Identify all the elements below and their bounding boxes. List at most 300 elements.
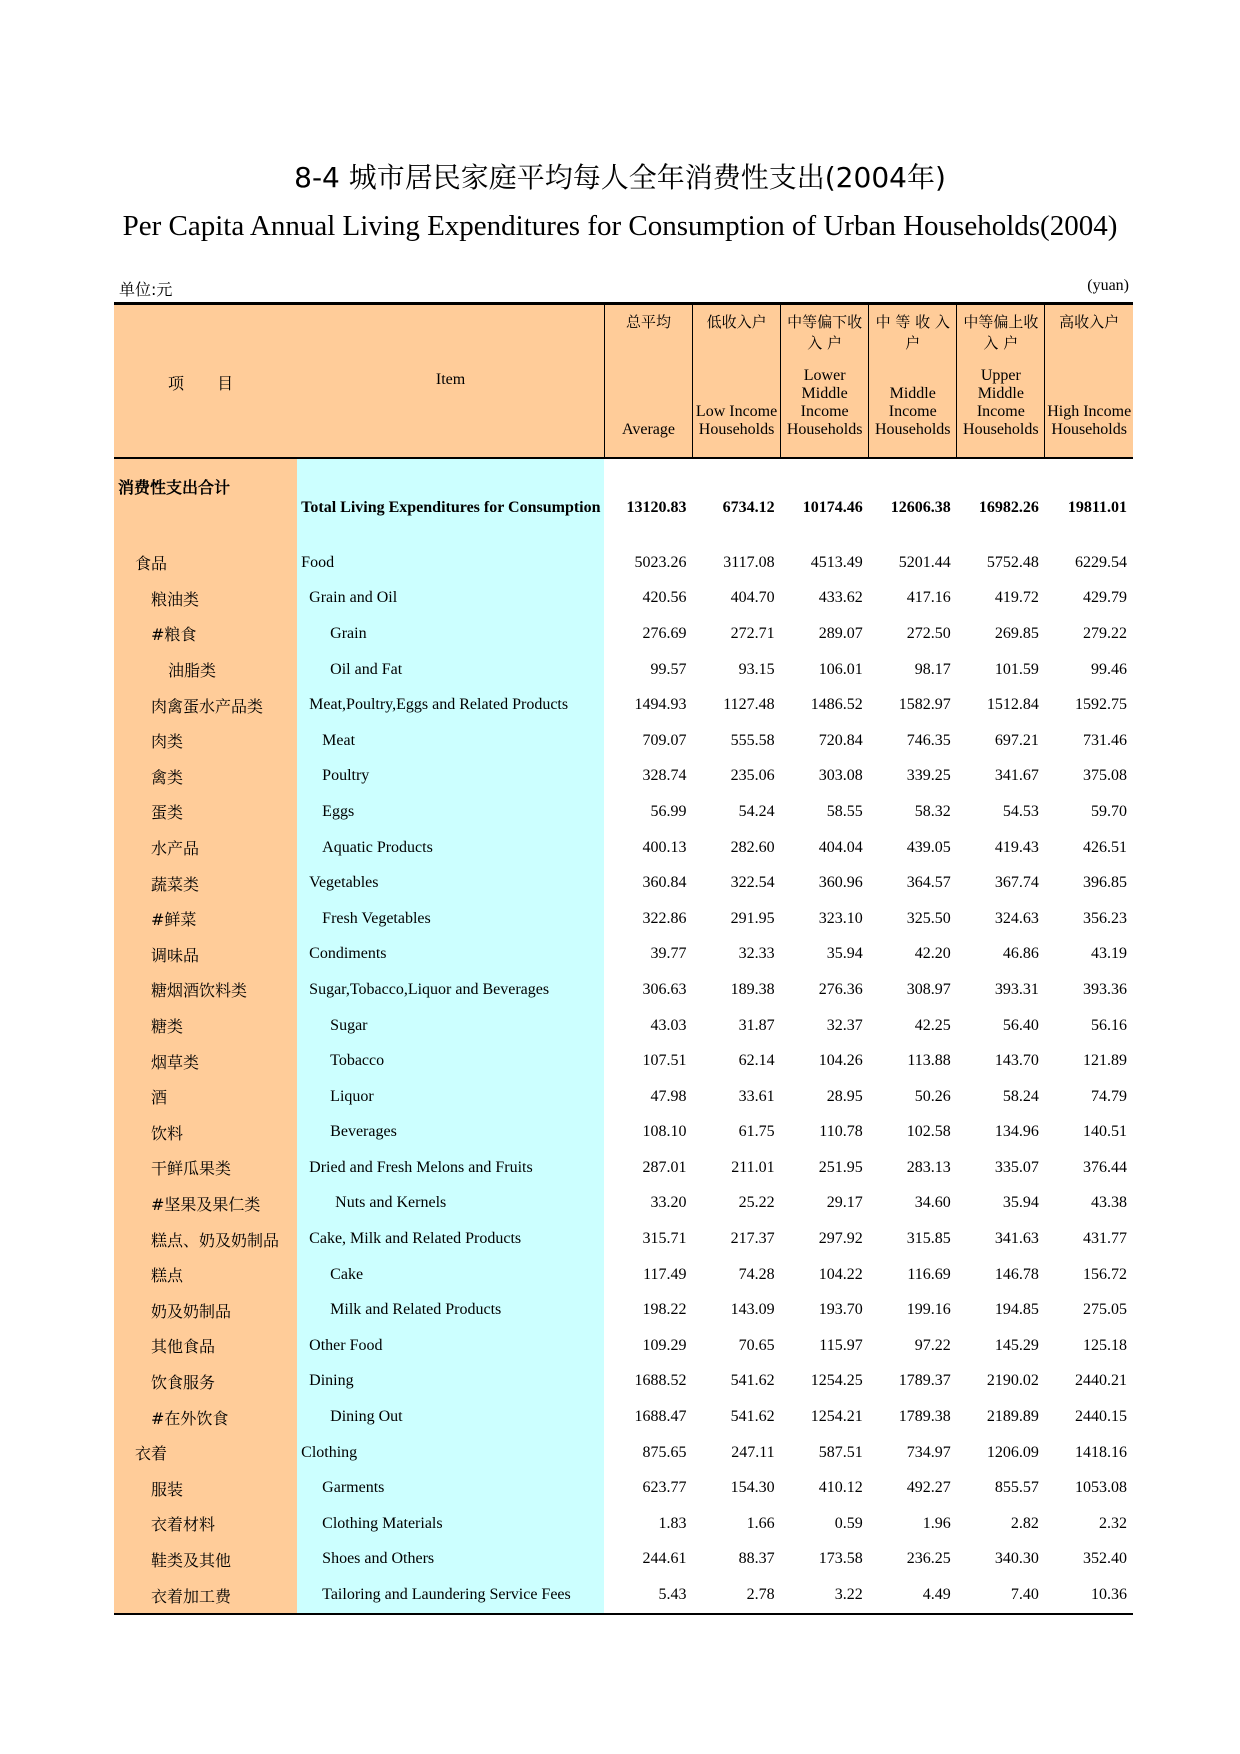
- row-label-en: Grain and Oil: [297, 581, 604, 617]
- cell-value: 3.22: [781, 1577, 869, 1614]
- cell-value: 98.17: [914, 660, 951, 678]
- table-row: [114, 545, 1133, 581]
- header-col-cn: 总平均: [626, 313, 672, 331]
- row-label-cn: #鲜菜: [114, 901, 297, 937]
- cell-value: 541.62: [730, 1408, 775, 1426]
- cell-value: 46.86: [1002, 945, 1039, 963]
- header-col-upper-middle: [957, 304, 1045, 459]
- cell-value: 272.71: [730, 624, 775, 642]
- cell-value: 1789.37: [898, 1372, 951, 1390]
- cell-value: 156.72: [1083, 1265, 1127, 1283]
- cell-value: 289.07: [818, 624, 863, 642]
- row-label-en: Cake, Milk and Related Products: [297, 1221, 604, 1257]
- cell-value: 193.70: [818, 1301, 863, 1319]
- cell-value: 211.01: [731, 1158, 775, 1176]
- row-label-cn: 其他食品: [114, 1328, 297, 1364]
- table-row: [114, 1186, 1133, 1222]
- row-label-cn: 鞋类及其他: [114, 1542, 297, 1578]
- cell-value: 303.08: [818, 767, 863, 785]
- row-label-en: Clothing Materials: [297, 1506, 604, 1542]
- cell-value: 247.11: [731, 1443, 775, 1461]
- row-label-cn: 消费性支出合计: [114, 458, 297, 545]
- table-row: [114, 1577, 1133, 1614]
- cell-value: 25.22: [738, 1194, 775, 1212]
- cell-value: 29.17: [826, 1194, 863, 1212]
- cell-value: 410.12: [818, 1479, 863, 1497]
- row-label-en: Sugar: [297, 1008, 604, 1044]
- row-label-cn: 蔬菜类: [114, 865, 297, 901]
- cell-value: 104.22: [818, 1265, 863, 1283]
- cell-value: 198.22: [642, 1301, 687, 1319]
- cell-value: 74.28: [738, 1265, 775, 1283]
- cell-value: 58.32: [914, 802, 951, 820]
- cell-value: 364.57: [906, 874, 951, 892]
- row-label-cn: 油脂类: [114, 652, 297, 688]
- row-label-en: Tobacco: [297, 1043, 604, 1079]
- table-row: [114, 1043, 1133, 1079]
- cell-value: 6734.12: [722, 499, 775, 516]
- cell-value: 276.69: [642, 624, 687, 642]
- cell-value: 5752.48: [986, 553, 1039, 571]
- cell-value: 199.16: [906, 1301, 951, 1319]
- row-label-cn: 糖类: [114, 1008, 297, 1044]
- cell-value: 426.51: [1083, 838, 1127, 856]
- table-row: [114, 581, 1133, 617]
- cell-value: 328.74: [642, 767, 687, 785]
- cell-value: 709.07: [642, 731, 687, 749]
- cell-value: 173.58: [818, 1550, 863, 1568]
- row-label-en: Liquor: [297, 1079, 604, 1115]
- row-label-en: Meat,Poultry,Eggs and Related Products: [297, 687, 604, 723]
- table-row: [114, 1257, 1133, 1293]
- cell-value: 356.23: [1083, 909, 1127, 927]
- cell-value: 6229.54: [1075, 553, 1127, 571]
- cell-value: 433.62: [818, 589, 863, 607]
- table-row: [114, 1399, 1133, 1435]
- cell-value: 367.74: [994, 874, 1039, 892]
- cell-value: 93.15: [738, 660, 775, 678]
- row-label-en: Clothing: [297, 1435, 604, 1471]
- cell-value: 13120.83: [626, 499, 687, 516]
- cell-value: 1206.09: [986, 1443, 1039, 1461]
- cell-value: 50.26: [914, 1087, 951, 1105]
- table-row: [114, 1150, 1133, 1186]
- table-row: [114, 972, 1133, 1008]
- cell-value: 54.24: [738, 802, 775, 820]
- cell-value: 2440.21: [1075, 1372, 1127, 1390]
- cell-value: 10174.46: [802, 499, 863, 516]
- cell-value: 56.99: [650, 802, 687, 820]
- header-col-average: [604, 304, 692, 459]
- page-title-en: Per Capita Annual Living Expenditures for Consumption of Urban Households(2004): [122, 210, 1118, 242]
- row-label-cn: 水产品: [114, 830, 297, 866]
- row-label-cn: #在外饮食: [114, 1399, 297, 1435]
- cell-value: 42.25: [914, 1016, 951, 1034]
- cell-value: 315.85: [906, 1230, 951, 1248]
- cell-value: 7.40: [957, 1577, 1045, 1614]
- row-label-en: Eggs: [297, 794, 604, 830]
- cell-value: 99.57: [650, 660, 687, 678]
- cell-value: 251.95: [818, 1158, 863, 1176]
- header-col-low: [693, 304, 781, 459]
- header-col-en: Upper Middle Income Households: [963, 367, 1039, 438]
- cell-value: 352.40: [1083, 1550, 1127, 1568]
- cell-value: 31.87: [738, 1016, 775, 1034]
- row-label-cn: 干鲜瓜果类: [114, 1150, 297, 1186]
- unit-label-en: (yuan): [1087, 277, 1129, 294]
- cell-value: 276.36: [818, 980, 863, 998]
- row-label-en: Condiments: [297, 937, 604, 973]
- cell-value: 56.40: [1002, 1016, 1039, 1034]
- row-label-en: Meat: [297, 723, 604, 759]
- table-row: [114, 652, 1133, 688]
- cell-value: 375.08: [1083, 767, 1127, 785]
- row-label-cn: 饮料: [114, 1115, 297, 1151]
- row-label-en: Vegetables: [297, 865, 604, 901]
- cell-value: 400.13: [642, 838, 687, 856]
- cell-value: 376.44: [1083, 1158, 1127, 1176]
- row-label-cn: 饮食服务: [114, 1364, 297, 1400]
- table-row: [114, 1506, 1133, 1542]
- row-label-en: Dining Out: [297, 1399, 604, 1435]
- row-label-cn: 肉禽蛋水产品类: [114, 687, 297, 723]
- cell-value: 323.10: [818, 909, 863, 927]
- cell-value: 34.60: [914, 1194, 951, 1212]
- cell-value: 189.38: [730, 980, 775, 998]
- cell-value: 47.98: [650, 1087, 687, 1105]
- table-row: [114, 723, 1133, 759]
- cell-value: 113.88: [907, 1052, 951, 1070]
- cell-value: 720.84: [818, 731, 863, 749]
- cell-value: 417.16: [906, 589, 951, 607]
- row-label-cn: 粮油类: [114, 581, 297, 617]
- row-label-en: Poultry: [297, 759, 604, 795]
- table-row: [114, 937, 1133, 973]
- table-row: [114, 1115, 1133, 1151]
- cell-value: 269.85: [994, 624, 1039, 642]
- table-row: [114, 830, 1133, 866]
- header-item-en: [297, 304, 604, 459]
- cell-value: 146.78: [994, 1265, 1039, 1283]
- cell-value: 431.77: [1083, 1230, 1127, 1248]
- cell-value: 623.77: [642, 1479, 687, 1497]
- cell-value: 108.10: [642, 1123, 687, 1141]
- cell-value: 145.29: [994, 1336, 1039, 1354]
- cell-value: 855.57: [994, 1479, 1039, 1497]
- cell-value: 235.06: [730, 767, 775, 785]
- cell-value: 341.67: [994, 767, 1039, 785]
- cell-value: 102.58: [906, 1123, 951, 1141]
- cell-value: 109.29: [642, 1336, 687, 1354]
- cell-value: 58.24: [1002, 1087, 1039, 1105]
- table-body: [114, 458, 1133, 1614]
- page-title-cn: 8-4 城市居民家庭平均每人全年消费性支出(2004年): [294, 161, 946, 194]
- cell-value: 116.69: [907, 1265, 951, 1283]
- cell-value: 244.61: [642, 1550, 687, 1568]
- cell-value: 107.51: [642, 1052, 687, 1070]
- cell-value: 1688.52: [634, 1372, 687, 1390]
- cell-value: 272.50: [906, 624, 951, 642]
- cell-value: 62.14: [738, 1052, 775, 1070]
- row-label-en: Shoes and Others: [297, 1542, 604, 1578]
- cell-value: 117.49: [643, 1265, 687, 1283]
- row-label-cn: 糕点、奶及奶制品: [114, 1221, 297, 1257]
- cell-value: 1418.16: [1075, 1443, 1127, 1461]
- cell-value: 315.71: [642, 1230, 687, 1248]
- cell-value: 1512.84: [986, 696, 1039, 714]
- table-row: [114, 1364, 1133, 1400]
- cell-value: 5023.26: [634, 553, 687, 571]
- cell-value: 1053.08: [1075, 1479, 1127, 1497]
- table-row: [114, 1328, 1133, 1364]
- row-label-cn: 衣着加工费: [114, 1577, 297, 1614]
- cell-value: 404.70: [730, 589, 775, 607]
- cell-value: 420.56: [642, 589, 687, 607]
- cell-value: 875.65: [642, 1443, 687, 1461]
- cell-value: 429.79: [1083, 589, 1127, 607]
- row-label-cn: 禽类: [114, 759, 297, 795]
- cell-value: 5201.44: [898, 553, 951, 571]
- row-label-cn: #坚果及果仁类: [114, 1186, 297, 1222]
- row-label-cn: 蛋类: [114, 794, 297, 830]
- table-row: [114, 1435, 1133, 1471]
- cell-value: 42.20: [914, 945, 951, 963]
- cell-value: 54.53: [1002, 802, 1039, 820]
- cell-value: 59.70: [1091, 802, 1127, 820]
- cell-value: 2.82: [1010, 1514, 1039, 1532]
- expenditure-table: [114, 302, 1133, 1615]
- row-label-cn: 衣着: [114, 1435, 297, 1471]
- cell-value: 404.04: [818, 838, 863, 856]
- cell-value: 1254.25: [810, 1372, 863, 1390]
- cell-value: 587.51: [818, 1443, 863, 1461]
- cell-value: 734.97: [906, 1443, 951, 1461]
- cell-value: 194.85: [994, 1301, 1039, 1319]
- row-label-en: Dried and Fresh Melons and Fruits: [297, 1150, 604, 1186]
- table-row: [114, 865, 1133, 901]
- cell-value: 2.78: [693, 1577, 781, 1614]
- cell-value: 393.36: [1083, 980, 1127, 998]
- cell-value: 28.95: [826, 1087, 863, 1105]
- row-label-cn: 糕点: [114, 1257, 297, 1293]
- row-label-cn: 衣着材料: [114, 1506, 297, 1542]
- cell-value: 32.33: [738, 945, 775, 963]
- row-label-en: Aquatic Products: [297, 830, 604, 866]
- cell-value: 99.46: [1091, 660, 1127, 678]
- cell-value: 134.96: [994, 1123, 1039, 1141]
- cell-value: 360.84: [642, 874, 687, 892]
- header-item-cn-label: 项 目: [168, 374, 234, 393]
- cell-value: 33.20: [650, 1194, 687, 1212]
- table-row: [114, 901, 1133, 937]
- cell-value: 121.89: [1083, 1052, 1127, 1070]
- row-label-cn: 奶及奶制品: [114, 1292, 297, 1328]
- cell-value: 125.18: [1083, 1336, 1127, 1354]
- cell-value: 1127.48: [723, 696, 775, 714]
- row-label-en: Milk and Related Products: [297, 1292, 604, 1328]
- cell-value: 746.35: [906, 731, 951, 749]
- row-label-cn: 糖烟酒饮料类: [114, 972, 297, 1008]
- cell-value: 217.37: [730, 1230, 775, 1248]
- cell-value: 325.50: [906, 909, 951, 927]
- cell-value: 275.05: [1083, 1301, 1127, 1319]
- cell-value: 43.19: [1091, 945, 1127, 963]
- cell-value: 340.30: [994, 1550, 1039, 1568]
- table-row: [114, 616, 1133, 652]
- cell-value: 1688.47: [634, 1408, 687, 1426]
- row-label-cn: 酒: [114, 1079, 297, 1115]
- header-col-cn: 中 等 收 入 户: [875, 313, 950, 352]
- cell-value: 2.32: [1099, 1514, 1127, 1532]
- cell-value: 697.21: [994, 731, 1039, 749]
- row-label-cn: 调味品: [114, 937, 297, 973]
- row-label-en: Other Food: [297, 1328, 604, 1364]
- cell-value: 0.59: [834, 1514, 863, 1532]
- cell-value: 306.63: [642, 980, 687, 998]
- unit-label-cn: 单位:元: [119, 280, 173, 299]
- table-row: [114, 458, 1133, 545]
- cell-value: 555.58: [730, 731, 775, 749]
- header-col-en: Lower Middle Income Households: [786, 367, 863, 438]
- cell-value: 1494.93: [634, 696, 687, 714]
- cell-value: 4.49: [869, 1577, 957, 1614]
- header-col-cn: 中等偏下收 入 户: [787, 313, 863, 352]
- table-row: [114, 1292, 1133, 1328]
- cell-value: 335.07: [994, 1158, 1039, 1176]
- cell-value: 10.36: [1045, 1577, 1133, 1614]
- cell-value: 279.22: [1083, 624, 1127, 642]
- cell-value: 58.55: [826, 802, 863, 820]
- header-col-en: Low Income Households: [695, 403, 778, 438]
- cell-value: 282.60: [730, 838, 775, 856]
- cell-value: 236.25: [906, 1550, 951, 1568]
- cell-value: 19811.01: [1067, 499, 1127, 516]
- header-item-en-label: Item: [435, 371, 466, 388]
- row-label-cn: 肉类: [114, 723, 297, 759]
- row-label-en: Nuts and Kernels: [297, 1186, 604, 1222]
- cell-value: 35.94: [1002, 1194, 1039, 1212]
- header-col-en: Middle Income Households: [874, 385, 951, 438]
- cell-value: 74.79: [1091, 1087, 1127, 1105]
- cell-value: 143.09: [730, 1301, 775, 1319]
- header-item-cn: [114, 304, 297, 459]
- header-col-lower-middle: [781, 304, 869, 459]
- cell-value: 308.97: [906, 980, 951, 998]
- cell-value: 1.96: [922, 1514, 951, 1532]
- header-col-middle: [869, 304, 957, 459]
- row-label-en: Tailoring and Laundering Service Fees: [297, 1577, 604, 1614]
- cell-value: 4513.49: [810, 553, 863, 571]
- cell-value: 1486.52: [810, 696, 863, 714]
- cell-value: 2190.02: [986, 1372, 1039, 1390]
- cell-value: 396.85: [1083, 874, 1127, 892]
- cell-value: 16982.26: [978, 499, 1039, 516]
- row-label-en: Oil and Fat: [297, 652, 604, 688]
- table-row: [114, 759, 1133, 795]
- cell-value: 339.25: [906, 767, 951, 785]
- cell-value: 291.95: [730, 909, 775, 927]
- table-row: [114, 1221, 1133, 1257]
- cell-value: 70.65: [738, 1336, 775, 1354]
- row-label-en: Dining: [297, 1364, 604, 1400]
- cell-value: 101.59: [994, 660, 1039, 678]
- cell-value: 541.62: [730, 1372, 775, 1390]
- table-row: [114, 1542, 1133, 1578]
- cell-value: 287.01: [642, 1158, 687, 1176]
- row-label-cn: 服装: [114, 1470, 297, 1506]
- row-label-cn: 食品: [114, 545, 297, 581]
- cell-value: 322.86: [642, 909, 687, 927]
- cell-value: 393.31: [994, 980, 1039, 998]
- cell-value: 154.30: [730, 1479, 775, 1497]
- cell-value: 88.37: [738, 1550, 775, 1568]
- header-col-high: [1045, 304, 1133, 459]
- header-col-cn: 高收入户: [1059, 313, 1120, 331]
- cell-value: 439.05: [906, 838, 951, 856]
- table-row: [114, 1079, 1133, 1115]
- cell-value: 1592.75: [1075, 696, 1127, 714]
- table-row: [114, 1470, 1133, 1506]
- row-label-en: Garments: [297, 1470, 604, 1506]
- table-row: [114, 1008, 1133, 1044]
- cell-value: 283.13: [906, 1158, 951, 1176]
- header-col-en: Average: [622, 421, 675, 438]
- cell-value: 97.22: [914, 1336, 951, 1354]
- cell-value: 140.51: [1083, 1123, 1127, 1141]
- cell-value: 1789.38: [898, 1408, 951, 1426]
- table-row: [114, 687, 1133, 723]
- cell-value: 492.27: [906, 1479, 951, 1497]
- cell-value: 33.61: [738, 1087, 775, 1105]
- cell-value: 5.43: [604, 1577, 692, 1614]
- cell-value: 2189.89: [986, 1408, 1039, 1426]
- cell-value: 35.94: [826, 945, 863, 963]
- row-label-en: Cake: [297, 1257, 604, 1293]
- row-label-en: Total Living Expenditures for Consumption: [297, 458, 604, 545]
- cell-value: 360.96: [818, 874, 863, 892]
- cell-value: 1.66: [746, 1514, 775, 1532]
- cell-value: 110.78: [819, 1123, 863, 1141]
- cell-value: 2440.15: [1075, 1408, 1127, 1426]
- row-label-en: Fresh Vegetables: [297, 901, 604, 937]
- header-col-cn: 低收入户: [706, 313, 767, 331]
- cell-value: 104.26: [818, 1052, 863, 1070]
- cell-value: 297.92: [818, 1230, 863, 1248]
- cell-value: 32.37: [826, 1016, 863, 1034]
- cell-value: 1.83: [658, 1514, 687, 1532]
- cell-value: 324.63: [994, 909, 1039, 927]
- row-label-cn: #粮食: [114, 616, 297, 652]
- cell-value: 1582.97: [898, 696, 951, 714]
- cell-value: 419.72: [994, 589, 1039, 607]
- cell-value: 3117.08: [723, 553, 775, 571]
- cell-value: 43.03: [650, 1016, 687, 1034]
- cell-value: 322.54: [730, 874, 775, 892]
- cell-value: 341.63: [994, 1230, 1039, 1248]
- cell-value: 61.75: [738, 1123, 775, 1141]
- header-col-en: High Income Households: [1047, 403, 1132, 438]
- header-col-cn: 中等偏上收 入 户: [963, 313, 1039, 352]
- row-label-en: Sugar,Tobacco,Liquor and Beverages: [297, 972, 604, 1008]
- cell-value: 43.38: [1091, 1194, 1127, 1212]
- row-label-cn: 烟草类: [114, 1043, 297, 1079]
- row-label-en: Food: [297, 545, 604, 581]
- row-label-en: Grain: [297, 616, 604, 652]
- table-header: [114, 304, 1133, 459]
- cell-value: 106.01: [818, 660, 863, 678]
- cell-value: 12606.38: [890, 499, 951, 516]
- row-label-en: Beverages: [297, 1115, 604, 1151]
